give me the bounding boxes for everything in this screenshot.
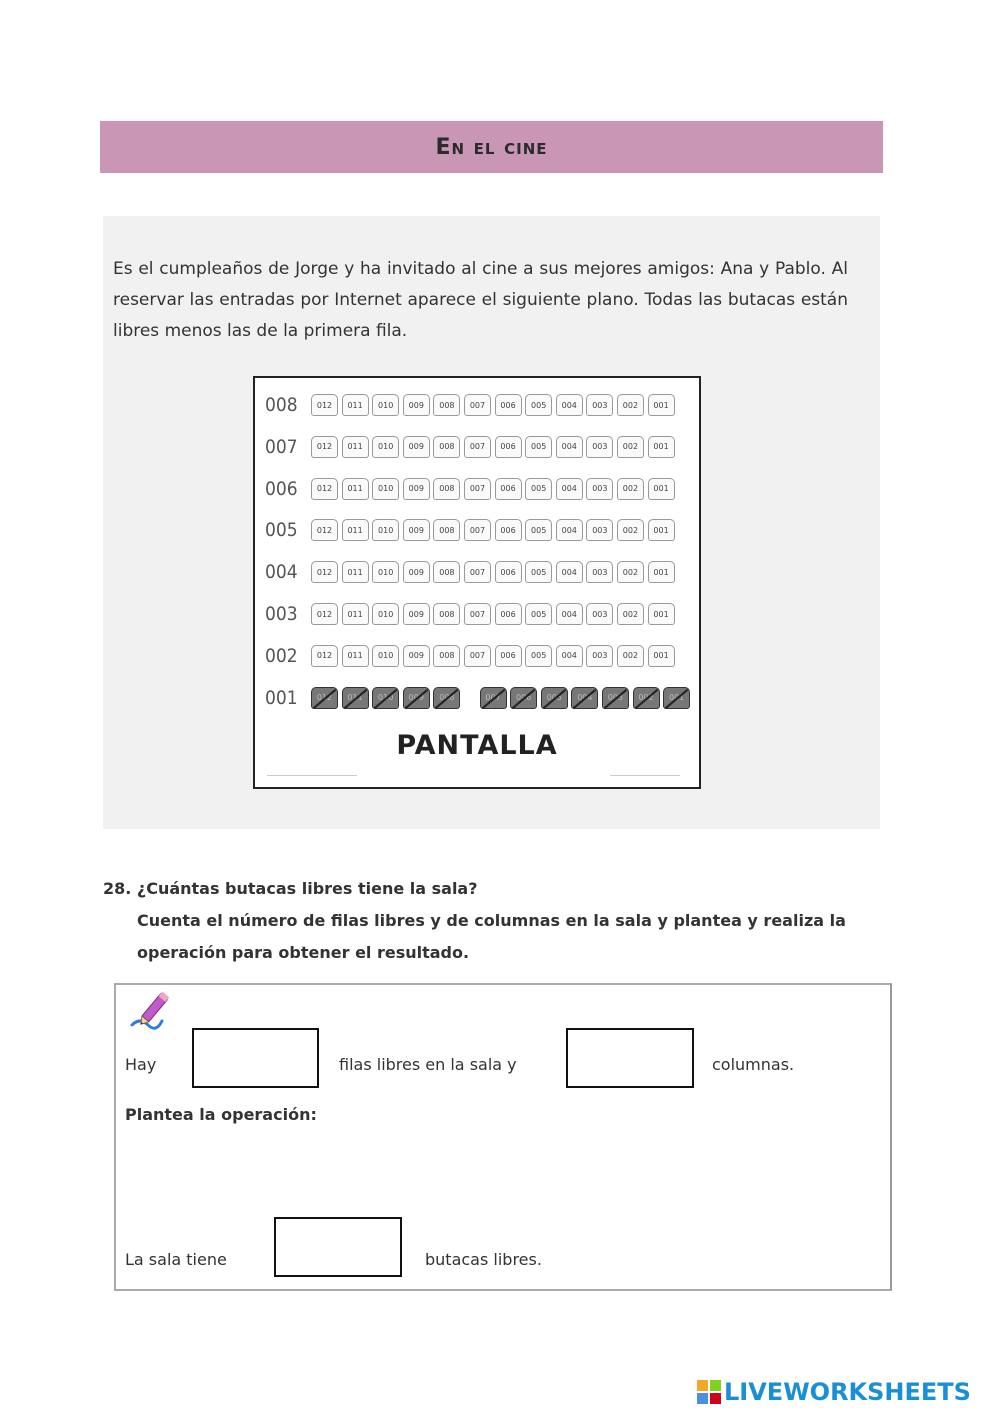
row-label: 001 (265, 686, 298, 709)
seat: 005 (525, 645, 552, 667)
seat: 002 (617, 645, 644, 667)
seat: 003 (586, 561, 613, 583)
seat-map (253, 376, 701, 789)
seat: 006 (495, 436, 522, 458)
seat: 008 (433, 687, 460, 709)
screen-line-right (610, 775, 680, 776)
screen-label: PANTALLA (396, 730, 558, 761)
seat: 011 (342, 687, 369, 709)
seat: 002 (617, 436, 644, 458)
seat: 007 (464, 603, 491, 625)
seat: 005 (525, 561, 552, 583)
seat: 002 (617, 603, 644, 625)
seat: 009 (403, 478, 430, 500)
seat: 007 (464, 645, 491, 667)
seat: 012 (311, 645, 338, 667)
seat: 003 (586, 519, 613, 541)
row-label: 005 (265, 519, 298, 542)
title-banner (100, 121, 883, 173)
seat: 006 (495, 603, 522, 625)
seat: 008 (433, 561, 460, 583)
seat-row-008 (265, 390, 678, 420)
screen-line-left (267, 775, 357, 776)
seat: 005 (525, 478, 552, 500)
page-title: En el cine (435, 134, 548, 160)
seat: 006 (495, 394, 522, 416)
seat: 012 (311, 394, 338, 416)
seat: 002 (617, 561, 644, 583)
seat: 010 (372, 687, 399, 709)
seat: 003 (586, 478, 613, 500)
seat: 009 (403, 394, 430, 416)
question-28 (103, 873, 883, 969)
seat: 006 (495, 478, 522, 500)
seat: 007 (464, 561, 491, 583)
seat: 010 (372, 394, 399, 416)
seat: 004 (556, 519, 583, 541)
filas-input[interactable] (192, 1028, 319, 1088)
seat: 012 (311, 478, 338, 500)
seat: 011 (342, 603, 369, 625)
seat-row-007 (265, 432, 678, 462)
seat: 007 (464, 519, 491, 541)
story-text: Es el cumpleaños de Jorge y ha invitado al cine a sus mejores amigos: Ana y Pablo. Al reservar las entradas por Internet aparece el siguiente plano. Todas las butacas están libres menos las de la primera fila. (113, 259, 848, 341)
brand-footer (697, 1377, 971, 1407)
seat: 001 (648, 519, 675, 541)
seat: 002 (617, 478, 644, 500)
answer-area (114, 983, 892, 1291)
seat: 005 (541, 687, 568, 709)
liveworksheets-logo-icon (697, 1380, 721, 1404)
seat: 008 (433, 478, 460, 500)
seat: 002 (617, 394, 644, 416)
seat: 011 (342, 478, 369, 500)
seat: 009 (403, 645, 430, 667)
seat: 001 (648, 436, 675, 458)
seat: 005 (525, 436, 552, 458)
seat: 004 (556, 394, 583, 416)
seat: 006 (495, 645, 522, 667)
seat: 011 (342, 519, 369, 541)
seat: 004 (556, 561, 583, 583)
row-label: 002 (265, 644, 298, 667)
seat: 007 (464, 394, 491, 416)
sala-tiene-label: La sala tiene (125, 1250, 227, 1269)
plantea-label: Plantea la operación: (125, 1105, 317, 1124)
seat: 006 (495, 519, 522, 541)
seat: 001 (663, 687, 690, 709)
seat: 009 (403, 561, 430, 583)
seat: 003 (602, 687, 629, 709)
seat: 008 (433, 645, 460, 667)
seat: 008 (433, 436, 460, 458)
seat: 006 (495, 561, 522, 583)
seat: 007 (464, 478, 491, 500)
seat: 006 (510, 687, 537, 709)
seat: 003 (586, 394, 613, 416)
seat: 001 (648, 478, 675, 500)
seat: 001 (648, 645, 675, 667)
seat-row-006 (265, 474, 678, 504)
seat: 009 (403, 603, 430, 625)
seat: 011 (342, 436, 369, 458)
seat: 001 (648, 603, 675, 625)
question-title: 28. ¿Cuántas butacas libres tiene la sala? (103, 879, 478, 898)
seat: 005 (525, 603, 552, 625)
seat: 005 (525, 394, 552, 416)
row-label: 003 (265, 603, 298, 625)
columnas-label: columnas. (712, 1055, 795, 1074)
seat: 005 (525, 519, 552, 541)
seat: 009 (403, 519, 430, 541)
seat-row-003 (265, 599, 678, 629)
seat: 010 (372, 436, 399, 458)
operation-area[interactable] (125, 1135, 865, 1205)
seat: 012 (311, 603, 338, 625)
seat: 007 (464, 436, 491, 458)
seat: 012 (311, 561, 338, 583)
seat: 004 (556, 478, 583, 500)
row-label: 004 (265, 561, 298, 584)
seat: 011 (342, 645, 369, 667)
seat-row-005 (265, 515, 678, 545)
seat: 003 (586, 645, 613, 667)
seat: 004 (571, 687, 598, 709)
seat-row-001 (265, 683, 694, 713)
seat: 003 (586, 603, 613, 625)
seat: 010 (372, 561, 399, 583)
filas-label: filas libres en la sala y (339, 1055, 517, 1074)
row-label: 007 (265, 435, 298, 458)
seat: 009 (403, 436, 430, 458)
seat: 011 (342, 561, 369, 583)
seat: 002 (633, 687, 660, 709)
seat: 010 (372, 645, 399, 667)
seat: 002 (617, 519, 644, 541)
seat-row-002 (265, 641, 678, 671)
seat: 004 (556, 645, 583, 667)
question-instructions: Cuenta el número de filas libres y de columnas en la sala y plantea y realiza la operación para obtener el resultado. (137, 911, 846, 962)
seat-row-004 (265, 557, 678, 587)
hay-label: Hay (125, 1055, 157, 1074)
pencil-icon (126, 987, 176, 1033)
seat: 001 (648, 561, 675, 583)
butacas-libres-label: butacas libres. (425, 1250, 542, 1269)
total-input[interactable] (274, 1217, 402, 1277)
seat: 001 (648, 394, 675, 416)
seat: 008 (433, 394, 460, 416)
seat: 012 (311, 687, 338, 709)
row-label: 006 (265, 477, 298, 500)
seat: 012 (311, 436, 338, 458)
seat: 008 (433, 519, 460, 541)
seat: 012 (311, 519, 338, 541)
columnas-input[interactable] (566, 1028, 694, 1088)
seat: 011 (342, 394, 369, 416)
seat: 004 (556, 603, 583, 625)
seat: 010 (372, 603, 399, 625)
seat: 004 (556, 436, 583, 458)
seat: 009 (403, 687, 430, 709)
seat: 010 (372, 519, 399, 541)
story-panel (103, 216, 880, 829)
row-label: 008 (265, 394, 298, 416)
seat: 010 (372, 478, 399, 500)
seat: 007 (480, 687, 507, 709)
seat: 003 (586, 436, 613, 458)
brand-name: LIVEWORKSHEETS (724, 1378, 971, 1406)
seat: 008 (433, 603, 460, 625)
